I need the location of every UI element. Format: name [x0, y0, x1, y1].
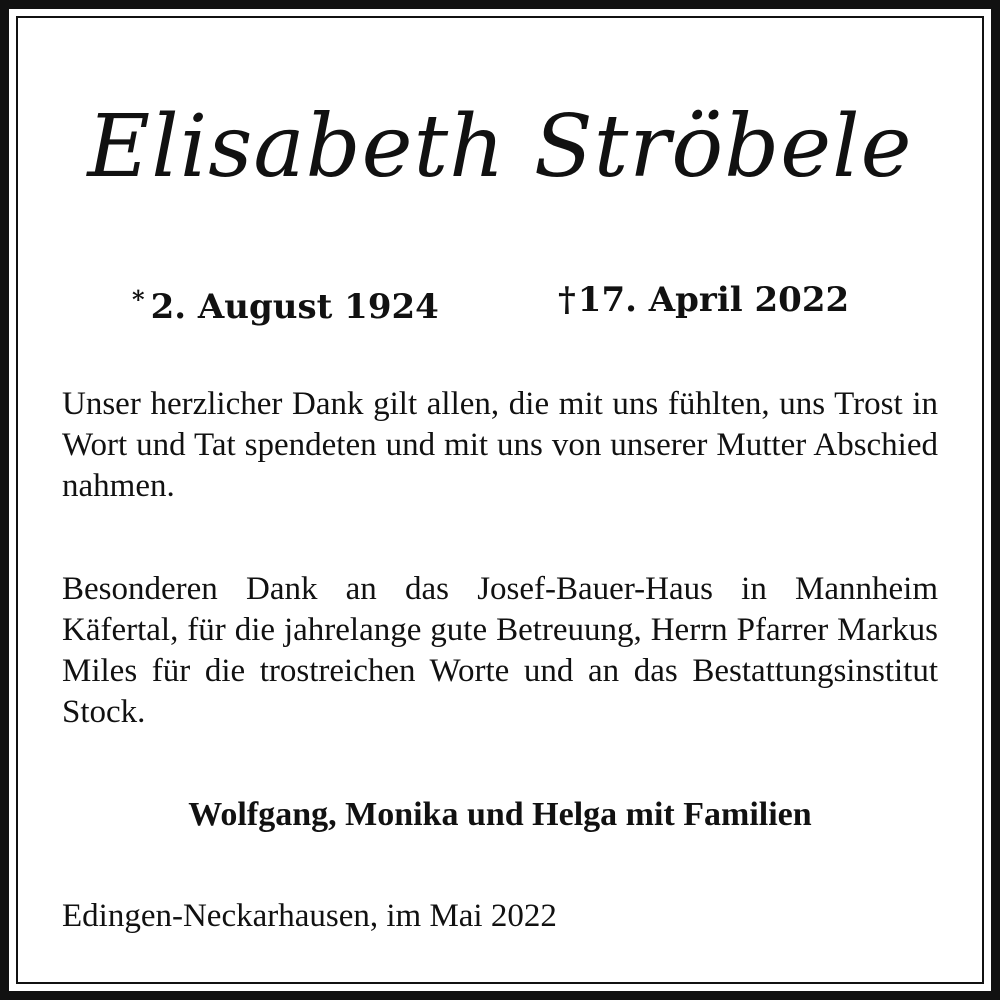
birth-date-text: 2. August 1924 — [150, 287, 439, 327]
deceased-name: Elisabeth Ströbele — [87, 97, 913, 197]
place-and-date: Edingen-Neckarhausen, im Mai 2022 — [62, 898, 557, 934]
death-date-text: 17. April 2022 — [577, 280, 850, 320]
death-cross-symbol: † — [558, 280, 576, 320]
thanks-paragraph: Unser herzlicher Dank gilt allen, die mit uns fühlten, uns Trost in Wort und Tat spendeten und mit uns von unserer Mutter Abschied nahmen. — [62, 386, 938, 504]
family-signatures: Wolfgang, Monika und Helga mit Familien — [188, 796, 812, 833]
death-date — [558, 276, 849, 324]
birth-star-symbol: * — [132, 285, 145, 314]
birth-date — [132, 276, 439, 331]
special-thanks-paragraph: Besonderen Dank an das Josef-Bauer-Haus in Mannheim Käfertal, für die jahrelange gute Betreuung, Herrn Pfarrer Markus Miles für die trostreichen Worte und an das Bestattungsinstitut Stock. — [62, 571, 938, 730]
